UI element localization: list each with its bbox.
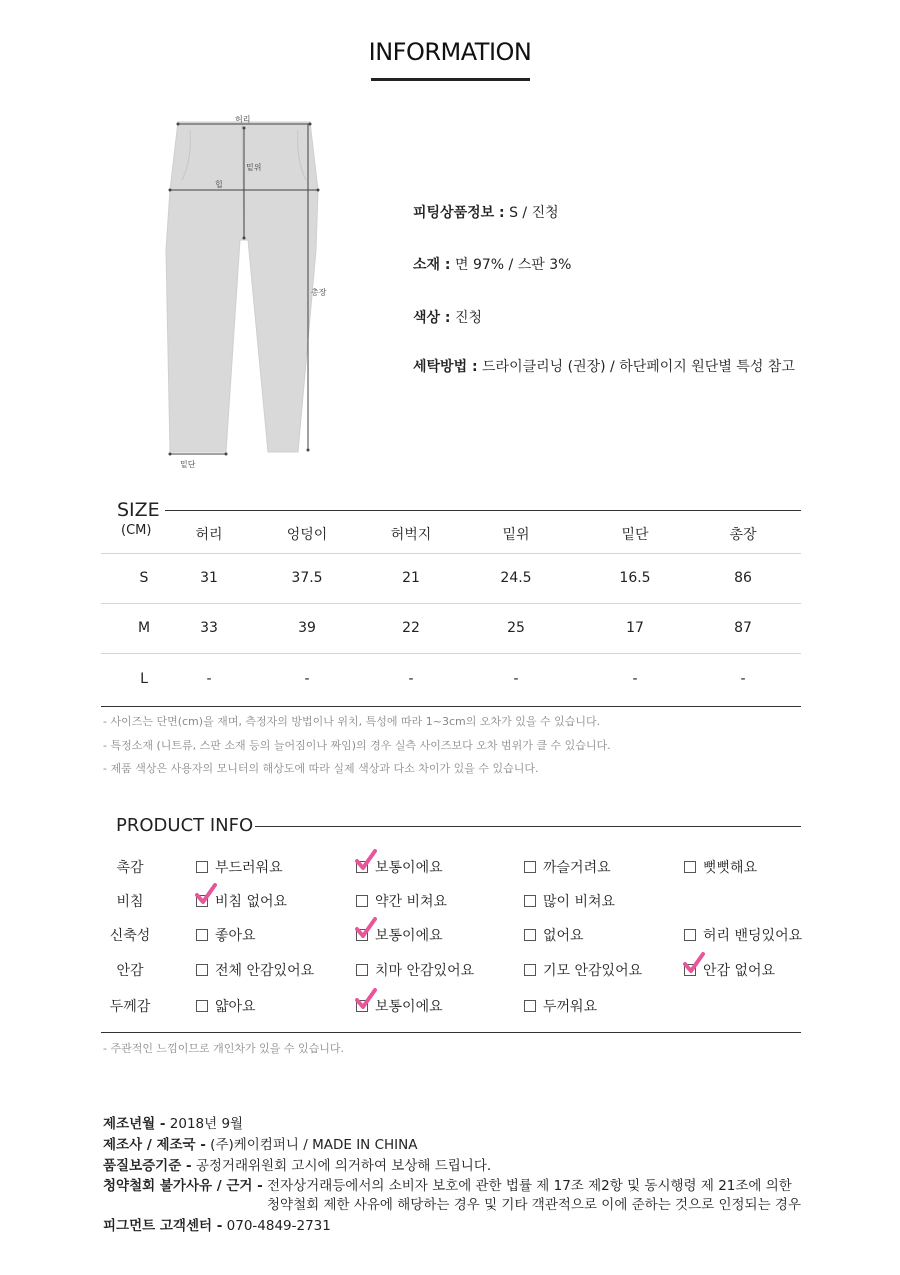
check-icon [355, 849, 377, 871]
table-cell: - [632, 671, 638, 687]
row-size-label: S [139, 570, 149, 586]
col-header: 밑위 [502, 527, 530, 543]
maker-date: 제조년월 - 2018년 9월 [103, 1116, 244, 1132]
table-cell: 16.5 [619, 570, 651, 586]
size-bottom-rule [101, 706, 801, 707]
table-cell: 24.5 [500, 570, 532, 586]
product-row-label: 안감 [116, 963, 144, 979]
checkbox[interactable] [356, 895, 368, 907]
option-item[interactable]: 보통이에요 [356, 996, 443, 1016]
label-hem: 밑단 [180, 460, 196, 469]
row-divider [101, 603, 801, 604]
page-title: INFORMATION [368, 38, 532, 66]
option-item[interactable]: 허리 밴딩있어요 [684, 925, 802, 945]
label-length: 총장 [311, 288, 327, 297]
checkbox-checked[interactable] [684, 964, 696, 976]
table-cell: - [408, 671, 414, 687]
table-cell: 21 [402, 570, 420, 586]
product-row-label: 신축성 [109, 928, 151, 944]
size-note: - 특정소재 (니트류, 스판 소재 등의 늘어짐이나 짜임)의 경우 실측 사이즈보다 오차 범위가 클 수 있습니다. [103, 739, 611, 752]
checkbox-checked[interactable] [356, 861, 368, 873]
size-title: SIZE [117, 499, 160, 521]
option-item[interactable]: 많이 비쳐요 [524, 891, 615, 911]
checkbox[interactable] [524, 929, 536, 941]
table-cell: 25 [507, 620, 525, 636]
checkbox[interactable] [196, 964, 208, 976]
option-item[interactable]: 뻣뻣해요 [684, 857, 757, 877]
pants-diagram [160, 110, 340, 480]
table-cell: 37.5 [291, 570, 323, 586]
fit-row-washing: 세탁방법 : 드라이클리닝 (권장) / 하단페이지 원단별 특성 참고 [413, 359, 795, 375]
table-cell: 22 [402, 620, 420, 636]
label-rise: 밑위 [246, 163, 262, 172]
table-cell: - [304, 671, 310, 687]
size-top-rule [165, 510, 801, 511]
product-note: - 주관적인 느낌이므로 개인차가 있을 수 있습니다. [103, 1042, 344, 1055]
size-note: - 제품 색상은 사용자의 모니터의 해상도에 따라 실제 색상과 다소 차이가 있을 수 있습니다. [103, 762, 539, 775]
option-item[interactable]: 약간 비쳐요 [356, 891, 447, 911]
col-header: 총장 [729, 527, 757, 543]
col-header: 허벅지 [390, 527, 432, 543]
table-cell: - [740, 671, 746, 687]
table-cell: - [513, 671, 519, 687]
check-icon [683, 952, 705, 974]
title-underline [371, 78, 530, 81]
checkbox[interactable] [524, 1000, 536, 1012]
product-bottom-rule [101, 1032, 801, 1033]
size-note: - 사이즈는 단면(cm)을 재며, 측정자의 방법이나 위치, 특성에 따라 1~3cm의 오차가 있을 수 있습니다. [103, 715, 601, 728]
product-row-label: 두께감 [109, 999, 151, 1015]
table-cell: 87 [734, 620, 752, 636]
col-header: 밑단 [621, 527, 649, 543]
checkbox[interactable] [196, 929, 208, 941]
option-item[interactable]: 기모 안감있어요 [524, 960, 642, 980]
col-header: 허리 [195, 527, 223, 543]
option-item[interactable]: 얇아요 [196, 996, 256, 1016]
table-cell: 17 [626, 620, 644, 636]
checkbox-checked[interactable] [356, 929, 368, 941]
product-top-rule [255, 826, 801, 827]
checkbox[interactable] [524, 861, 536, 873]
maker-customer-center: 피그먼트 고객센터 - 070-4849-2731 [103, 1218, 331, 1234]
checkbox[interactable] [684, 861, 696, 873]
option-item[interactable]: 까슬거려요 [524, 857, 611, 877]
option-item[interactable]: 부드러워요 [196, 857, 283, 877]
table-cell: 86 [734, 570, 752, 586]
product-info-title: PRODUCT INFO [116, 815, 254, 836]
checkbox[interactable] [196, 861, 208, 873]
check-icon [355, 988, 377, 1010]
option-item[interactable]: 없어요 [524, 925, 584, 945]
fit-row-color: 색상 : 진청 [413, 310, 483, 326]
maker-warranty: 품질보증기준 - 공정거래위원회 고시에 의거하여 보상해 드립니다. [103, 1158, 492, 1174]
fit-row-material: 소재 : 면 97% / 스판 3% [413, 257, 572, 273]
option-item[interactable]: 보통이에요 [356, 857, 443, 877]
size-unit: (CM) [121, 523, 152, 538]
table-cell: - [206, 671, 212, 687]
option-item[interactable]: 치마 안감있어요 [356, 960, 474, 980]
row-size-label: M [137, 620, 151, 636]
product-row-label: 촉감 [116, 860, 144, 876]
fit-row-fitting: 피팅상품정보 : S / 진청 [413, 205, 559, 221]
checkbox[interactable] [684, 929, 696, 941]
maker-withdrawal-cont: 청약철회 제한 사유에 해당하는 경우 및 기타 객관적으로 이에 준하는 것으로 인정되는 경우 [267, 1197, 802, 1213]
option-item[interactable]: 두꺼워요 [524, 996, 597, 1016]
maker-company: 제조사 / 제조국 - (주)케이컴퍼니 / MADE IN CHINA [103, 1137, 418, 1153]
label-hip: 힙 [215, 180, 223, 189]
row-divider [101, 653, 801, 654]
check-icon [355, 917, 377, 939]
product-row-label: 비침 [116, 894, 144, 910]
option-item[interactable]: 안감 없어요 [684, 960, 775, 980]
checkbox[interactable] [196, 1000, 208, 1012]
option-item[interactable]: 보통이에요 [356, 925, 443, 945]
checkbox[interactable] [524, 964, 536, 976]
table-cell: 39 [298, 620, 316, 636]
label-waist: 허리 [235, 115, 251, 124]
row-divider [101, 553, 801, 554]
checkbox[interactable] [524, 895, 536, 907]
col-header: 엉덩이 [286, 527, 328, 543]
table-cell: 31 [200, 570, 218, 586]
checkbox[interactable] [356, 964, 368, 976]
option-item[interactable]: 전체 안감있어요 [196, 960, 314, 980]
checkbox-checked[interactable] [356, 1000, 368, 1012]
checkbox-checked[interactable] [196, 895, 208, 907]
row-size-label: L [140, 671, 148, 687]
maker-withdrawal: 청약철회 불가사유 / 근거 - 전자상거래등에서의 소비자 보호에 관한 법률 제 17조 제2항 및 동시행령 제 21조에 의한 [103, 1178, 792, 1194]
table-cell: 33 [200, 620, 218, 636]
option-item[interactable]: 좋아요 [196, 925, 256, 945]
option-item[interactable]: 비침 없어요 [196, 891, 287, 911]
check-icon [195, 883, 217, 905]
